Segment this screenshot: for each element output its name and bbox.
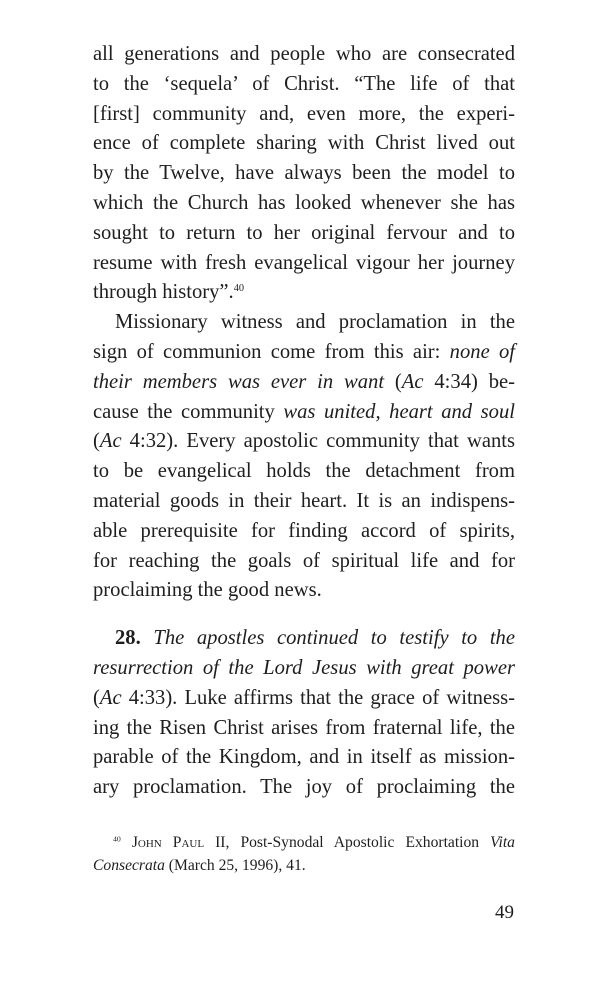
text-line <box>93 743 515 773</box>
text-run: ( <box>93 686 100 709</box>
text-line <box>93 189 515 219</box>
text-line <box>93 219 515 249</box>
text-line <box>93 308 515 338</box>
footnote-ref: 40 <box>233 283 245 295</box>
paragraph <box>93 308 515 606</box>
text-run: through history”. <box>93 281 234 304</box>
text-run: resurrection of the Lord Jesus with great power <box>93 656 515 679</box>
text-line <box>93 159 515 189</box>
page-number: 49 <box>495 902 514 923</box>
text-line <box>93 457 515 487</box>
text-run: , Post-Synodal Apostolic Exhortation <box>225 834 491 851</box>
text-run: 4:33). Luke affirms that the grace of witness- <box>121 686 515 709</box>
text-run: parable of the Kingdom, and in itself as mission- <box>93 746 515 769</box>
text-run: able prerequisite for finding accord of spirits, <box>93 519 515 542</box>
text-run: Ac <box>401 370 424 393</box>
text-line <box>93 714 515 744</box>
text-run: The apostles continued to testify to the <box>153 627 515 650</box>
text-run: resume with fresh evangelical vigour her journey <box>93 251 515 274</box>
text-run: Vita <box>490 834 515 851</box>
text-run: Consecrata <box>93 857 165 874</box>
text-line <box>93 773 515 803</box>
text-line <box>93 576 515 606</box>
text-run: all generations and people who are consecrated <box>93 43 515 65</box>
footnote-text <box>93 831 515 877</box>
text-line <box>93 487 515 517</box>
text-line <box>93 854 515 877</box>
text-line <box>93 517 515 547</box>
text-line <box>93 654 515 684</box>
text-line <box>93 398 515 428</box>
text-run: ary proclamation. The joy of proclaiming the <box>93 776 515 799</box>
text-line <box>93 547 515 577</box>
text-run: [first] community and, even more, the experi- <box>93 102 515 125</box>
text-run: Missionary witness and proclamation in the <box>115 311 515 334</box>
text-line <box>93 427 515 457</box>
text-line <box>93 684 515 714</box>
paragraph <box>93 40 515 308</box>
text-line <box>93 278 515 308</box>
text-run: John Paul II <box>131 834 226 851</box>
text-run: ( <box>93 430 100 453</box>
text-run: Ac <box>99 686 122 709</box>
text-run: 4:34) be- <box>423 370 516 393</box>
text-run: proclaiming the good news. <box>93 579 322 602</box>
text-run: cause the community <box>93 400 284 423</box>
text-line <box>93 338 515 368</box>
text-run: sign of communion come from this air: <box>93 340 450 363</box>
text-line <box>93 624 515 654</box>
text-run <box>121 834 132 851</box>
text-run: ing the Risen Christ arises from fraternal life, the <box>93 716 515 739</box>
text-run: was united, heart and soul <box>283 400 515 423</box>
text-line <box>93 368 515 398</box>
text-run: to the ‘sequela’ of Christ. “The life of that <box>93 72 515 95</box>
footnote <box>93 831 515 877</box>
footnote-ref: 40 <box>113 834 121 844</box>
text-run: ( <box>384 370 402 393</box>
text-run: 28. <box>115 627 141 650</box>
text-line <box>93 129 515 159</box>
text-line <box>93 70 515 100</box>
paragraph <box>93 624 515 803</box>
text-run: none of <box>449 340 516 363</box>
text-run: by the Twelve, have always been the model to <box>93 162 515 185</box>
text-run: (March 25, 1996), 41. <box>164 857 306 874</box>
text-line <box>93 249 515 279</box>
text-line <box>93 40 515 70</box>
text-run: which the Church has looked whenever she has <box>93 191 515 214</box>
text-line <box>93 100 515 130</box>
text-run: sought to return to her original fervour and to <box>93 221 515 244</box>
text-run <box>141 627 154 649</box>
text-run: their members was ever in want <box>93 370 385 393</box>
text-run: ence of complete sharing with Christ lived out <box>93 132 515 155</box>
body-text <box>93 40 515 803</box>
text-run: Ac <box>99 430 122 453</box>
text-line <box>93 831 515 854</box>
text-run: 4:32). Every apostolic community that wants <box>121 430 515 453</box>
text-run: material goods in their heart. It is an indispens- <box>93 489 515 512</box>
text-run: to be evangelical holds the detachment from <box>93 460 515 483</box>
text-run: for reaching the goals of spiritual life and for <box>93 549 515 572</box>
